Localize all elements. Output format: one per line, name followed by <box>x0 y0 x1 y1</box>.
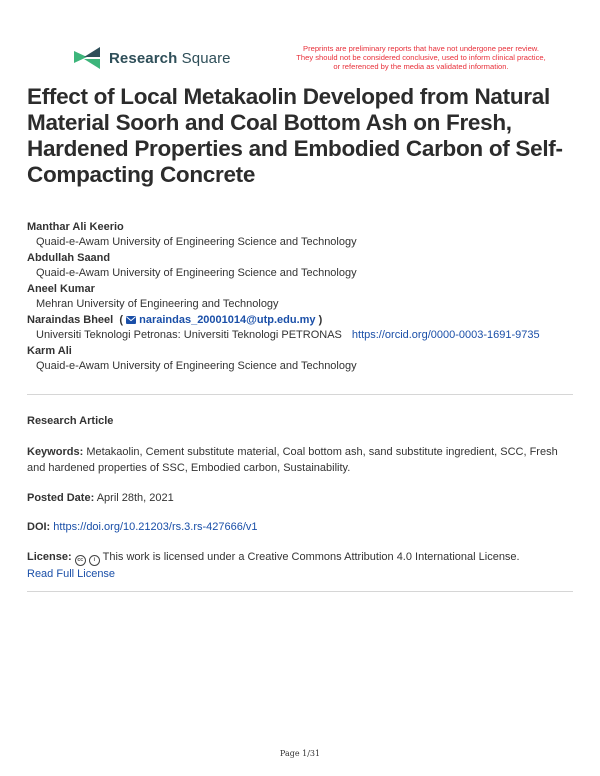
orcid-link[interactable]: https://orcid.org/0000-0003-1691-9735 <box>351 329 540 341</box>
posted-value: April 28th, 2021 <box>96 492 174 504</box>
posted-date <box>27 490 577 506</box>
email-link[interactable]: naraindas_20001014@utp.edu.my <box>126 314 315 326</box>
divider <box>27 591 573 592</box>
notice-line: or referenced by the media as validated information. <box>333 62 509 71</box>
author-affiliation-row <box>27 328 587 344</box>
author-affiliation: Universiti Teknologi Petronas: Universiti Teknologi PETRONAS <box>36 329 342 341</box>
doi-link[interactable]: https://doi.org/10.21203/rs.3.rs-427666/v1 <box>53 521 258 533</box>
attribution-icon: i <box>89 555 100 566</box>
read-full-license-link[interactable]: Read Full License <box>27 568 116 580</box>
notice-line: Preprints are preliminary reports that have not undergone peer review. <box>303 44 539 53</box>
license-text: This work is licensed under a Creative Commons Attribution 4.0 International License. <box>102 551 520 563</box>
author-name[interactable]: Aneel Kumar <box>27 283 95 295</box>
paper-title: Effect of Local Metakaolin Developed from Natural Material Soorh and Coal Bottom Ash on Fresh, Hardened Properties and Embodied Carbon of Self-Compacting Concrete <box>27 84 563 187</box>
preprint-notice <box>271 44 571 71</box>
doi <box>27 519 577 535</box>
license <box>27 549 577 582</box>
corresponding-author <box>27 313 587 328</box>
keywords-value: Metakaolin, Cement substitute material, Coal bottom ash, sand substitute ingredient, SCC, Fresh and hardened properties of SSC, Embodied carbon, Sustainability. <box>27 446 558 474</box>
license-label: License: <box>27 551 72 563</box>
envelope-icon <box>126 316 136 324</box>
doi-label: DOI: <box>27 521 51 533</box>
author-affiliation: Quaid-e-Awam University of Engineering Science and Technology <box>36 360 357 372</box>
page-number: Page 1/31 <box>279 749 321 758</box>
keywords-label: Keywords: <box>27 446 84 458</box>
logo-text: Research Square <box>109 49 231 67</box>
author-name[interactable]: Karm Ali <box>27 345 72 357</box>
article-type: Research Article <box>27 415 114 427</box>
author-list <box>27 220 587 375</box>
research-square-logo[interactable] <box>74 47 231 69</box>
divider <box>27 394 573 395</box>
page-header <box>74 44 574 74</box>
keywords <box>27 444 577 476</box>
author-affiliation: Quaid-e-Awam University of Engineering Science and Technology <box>36 236 357 248</box>
email-wrap: ( naraindas_20001014@utp.edu.my ) <box>116 314 323 326</box>
author-name[interactable]: Manthar Ali Keerio <box>27 221 124 233</box>
posted-label: Posted Date: <box>27 492 95 504</box>
author-name[interactable]: Naraindas Bheel <box>27 314 114 326</box>
author-name[interactable]: Abdullah Saand <box>27 252 111 264</box>
author-affiliation: Quaid-e-Awam University of Engineering Science and Technology <box>36 267 357 279</box>
author-affiliation: Mehran University of Engineering and Technology <box>36 298 279 310</box>
notice-line: They should not be considered conclusive, used to inform clinical practice, <box>296 53 546 62</box>
research-square-logo-icon <box>74 47 100 69</box>
cc-icon: cc <box>75 555 86 566</box>
